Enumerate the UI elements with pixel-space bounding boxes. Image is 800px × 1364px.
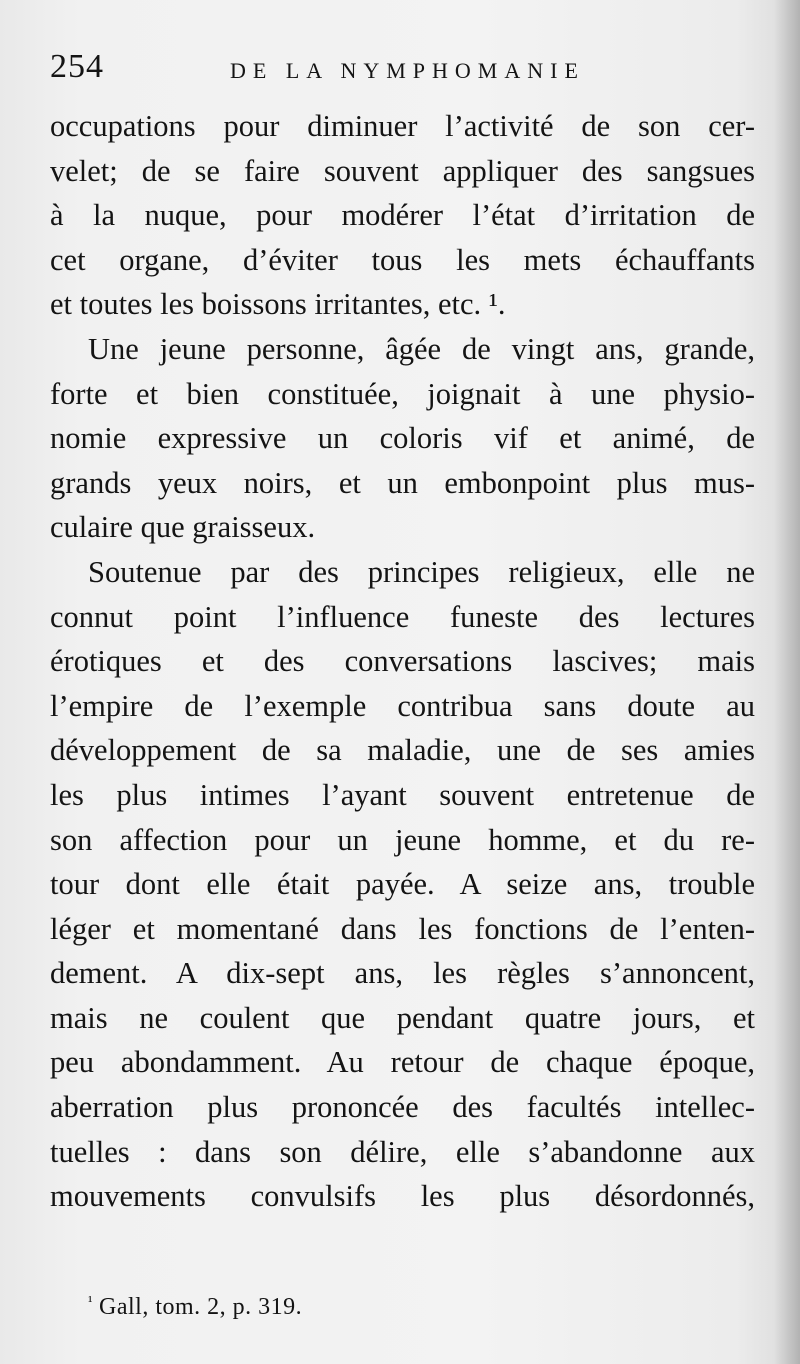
- text-line: velet; de se faire souvent appliquer des sangsues: [50, 153, 755, 188]
- text-line: occupations pour diminuer l’activité de son cer-: [50, 109, 755, 143]
- text-line: culaire que graisseux.: [50, 510, 316, 545]
- text-line: mais ne coulent que pendant quatre jours, et: [50, 1000, 755, 1035]
- text-line: et toutes les boissons irritantes, etc. ¹.: [50, 287, 506, 322]
- text-line: développement de sa maladie, une de ses amies: [50, 733, 755, 768]
- text-line: grands yeux noirs, et un embonpoint plus mus-: [50, 465, 755, 500]
- text-line: tour dont elle était payée. A seize ans, trouble: [50, 867, 755, 902]
- text-line: peu abondamment. Au retour de chaque époque,: [50, 1045, 755, 1080]
- text-line: tuelles : dans son délire, elle s’abandonne aux: [50, 1134, 755, 1169]
- footnote-text: Gall, tom. 2, p. 319.: [99, 1294, 303, 1320]
- page-header: [50, 48, 760, 98]
- footnote: [88, 1294, 302, 1321]
- text-line: dement. A dix-sept ans, les règles s’annoncent,: [50, 956, 755, 991]
- text-line: Soutenue par des principes religieux, elle ne: [88, 554, 755, 589]
- text-line: l’empire de l’exemple contribua sans doute au: [50, 688, 755, 723]
- text-line: mouvements convulsifs les plus désordonnés,: [50, 1179, 755, 1214]
- text-line: Une jeune personne, âgée de vingt ans, grande,: [88, 331, 755, 366]
- text-line: à la nuque, pour modérer l’état d’irritation de: [50, 198, 755, 233]
- text-line: aberration plus prononcée des facultés intellec-: [50, 1090, 755, 1125]
- body-text: [50, 104, 755, 1219]
- text-line: son affection pour un jeune homme, et du re-: [50, 822, 755, 857]
- footnote-marker: ¹: [88, 1294, 93, 1310]
- text-line: forte et bien constituée, joignait à une physio-: [50, 376, 755, 411]
- text-line: léger et momentané dans les fonctions de l’enten-: [50, 911, 755, 946]
- running-title: DE LA NYMPHOMANIE: [230, 58, 585, 83]
- text-line: les plus intimes l’ayant souvent entretenue de: [50, 777, 755, 812]
- text-line: nomie expressive un coloris vif et animé, de: [50, 421, 755, 456]
- text-line: érotiques et des conversations lascives; mais: [50, 644, 755, 679]
- text-line: cet organe, d’éviter tous les mets échauffants: [50, 242, 755, 277]
- page-edge-shadow: [774, 0, 800, 1364]
- text-line: connut point l’influence funeste des lectures: [50, 599, 755, 634]
- page-number: 254: [50, 48, 104, 85]
